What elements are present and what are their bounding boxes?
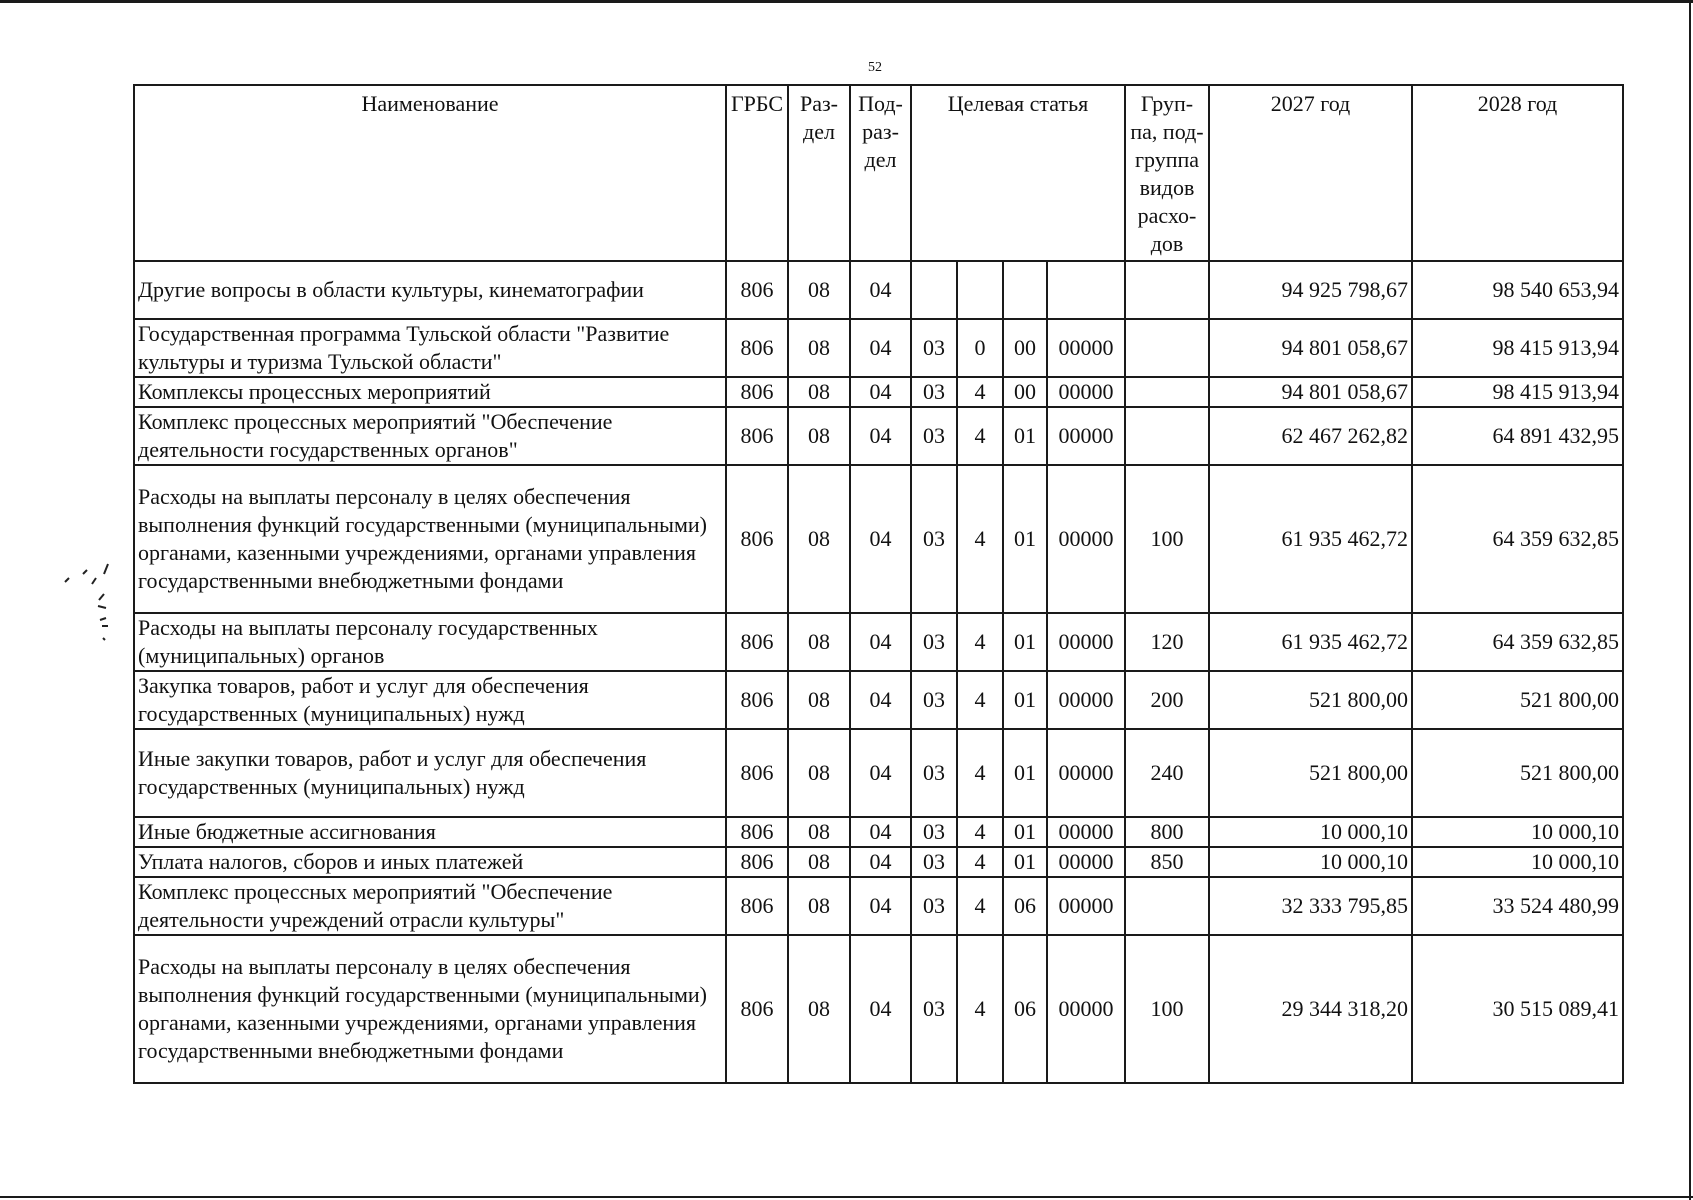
podrazdel-cell: 04	[850, 847, 911, 877]
target-direction-cell	[1047, 261, 1125, 319]
scan-edge-right	[1689, 0, 1691, 1200]
grbs-cell: 806	[726, 847, 788, 877]
row-name: Закупка товаров, работ и услуг для обеспечения государственных (муниципальных) нужд	[134, 671, 726, 729]
target-program-cell: 03	[911, 847, 957, 877]
amount-2027-cell: 32 333 795,85	[1209, 877, 1412, 935]
row-name: Другие вопросы в области культуры, кинематографии	[134, 261, 726, 319]
amount-2027-cell: 94 801 058,67	[1209, 377, 1412, 407]
amount-2027-cell: 94 801 058,67	[1209, 319, 1412, 377]
table-row	[134, 261, 1623, 319]
table-row	[134, 671, 1623, 729]
podrazdel-cell: 04	[850, 465, 911, 613]
amount-2027-cell: 10 000,10	[1209, 847, 1412, 877]
target-subprogram-cell: 01	[1003, 729, 1047, 817]
razdel-cell: 08	[788, 671, 850, 729]
podrazdel-cell: 04	[850, 319, 911, 377]
amount-2027-cell: 29 344 318,20	[1209, 935, 1412, 1083]
target-program-cell: 03	[911, 817, 957, 847]
target-subprogram-cell: 01	[1003, 671, 1047, 729]
target-type-cell: 4	[957, 817, 1003, 847]
row-name: Иные бюджетные ассигнования	[134, 817, 726, 847]
table-row	[134, 613, 1623, 671]
grbs-cell: 806	[726, 377, 788, 407]
target-direction-cell: 00000	[1047, 847, 1125, 877]
target-program-cell: 03	[911, 613, 957, 671]
podrazdel-cell: 04	[850, 935, 911, 1083]
expense-group-cell	[1125, 407, 1209, 465]
amount-2028-cell: 30 515 089,41	[1412, 935, 1623, 1083]
target-program-cell: 03	[911, 935, 957, 1083]
target-type-cell: 4	[957, 935, 1003, 1083]
target-subprogram-cell: 01	[1003, 847, 1047, 877]
row-name: Расходы на выплаты персоналу в целях обеспечения выполнения функций государственными (муниципальными) органами, казенными учреждениями, органами управления государственными внебюджетными фондами	[134, 935, 726, 1083]
amount-2028-cell: 98 540 653,94	[1412, 261, 1623, 319]
podrazdel-cell: 04	[850, 261, 911, 319]
margin-scan-marks	[62, 560, 122, 650]
amount-2027-cell: 94 925 798,67	[1209, 261, 1412, 319]
target-direction-cell: 00000	[1047, 671, 1125, 729]
target-program-cell: 03	[911, 671, 957, 729]
podrazdel-cell: 04	[850, 729, 911, 817]
table-row	[134, 935, 1623, 1083]
razdel-cell: 08	[788, 817, 850, 847]
target-subprogram-cell: 06	[1003, 877, 1047, 935]
grbs-cell: 806	[726, 407, 788, 465]
expense-group-cell: 200	[1125, 671, 1209, 729]
target-subprogram-cell: 01	[1003, 817, 1047, 847]
page-number: 52	[868, 60, 882, 75]
razdel-cell: 08	[788, 613, 850, 671]
target-program-cell: 03	[911, 377, 957, 407]
expense-group-cell	[1125, 877, 1209, 935]
row-name: Иные закупки товаров, работ и услуг для обеспечения государственных (муниципальных) нужд	[134, 729, 726, 817]
amount-2027-cell: 62 467 262,82	[1209, 407, 1412, 465]
podrazdel-cell: 04	[850, 407, 911, 465]
table-row	[134, 407, 1623, 465]
target-type-cell: 4	[957, 465, 1003, 613]
table-row	[134, 377, 1623, 407]
target-type-cell: 4	[957, 377, 1003, 407]
razdel-cell: 08	[788, 407, 850, 465]
header-2028: 2028 год	[1412, 85, 1623, 261]
target-subprogram-cell: 06	[1003, 935, 1047, 1083]
row-name: Расходы на выплаты персоналу в целях обеспечения выполнения функций государственными (муниципальными) органами, казенными учреждениями, органами управления государственными внебюджетными фондами	[134, 465, 726, 613]
scan-edge-bottom	[0, 1196, 1693, 1198]
target-type-cell: 4	[957, 407, 1003, 465]
grbs-cell: 806	[726, 261, 788, 319]
target-type-cell: 4	[957, 671, 1003, 729]
table-row	[134, 877, 1623, 935]
target-program-cell: 03	[911, 729, 957, 817]
target-type-cell: 4	[957, 729, 1003, 817]
header-podrazdel: Под- раз- дел	[850, 85, 911, 261]
expense-group-cell	[1125, 261, 1209, 319]
razdel-cell: 08	[788, 377, 850, 407]
header-name: Наименование	[134, 85, 726, 261]
grbs-cell: 806	[726, 817, 788, 847]
razdel-cell: 08	[788, 935, 850, 1083]
header-2027: 2027 год	[1209, 85, 1412, 261]
amount-2027-cell: 521 800,00	[1209, 671, 1412, 729]
target-direction-cell: 00000	[1047, 817, 1125, 847]
row-name: Комплекс процессных мероприятий "Обеспечение деятельности учреждений отрасли культуры"	[134, 877, 726, 935]
podrazdel-cell: 04	[850, 877, 911, 935]
expense-group-cell: 850	[1125, 847, 1209, 877]
amount-2027-cell: 61 935 462,72	[1209, 613, 1412, 671]
expense-group-cell: 100	[1125, 935, 1209, 1083]
grbs-cell: 806	[726, 319, 788, 377]
row-name: Расходы на выплаты персоналу государственных (муниципальных) органов	[134, 613, 726, 671]
amount-2028-cell: 64 359 632,85	[1412, 465, 1623, 613]
target-type-cell: 0	[957, 319, 1003, 377]
podrazdel-cell: 04	[850, 377, 911, 407]
razdel-cell: 08	[788, 729, 850, 817]
table-row	[134, 465, 1623, 613]
target-program-cell: 03	[911, 465, 957, 613]
grbs-cell: 806	[726, 935, 788, 1083]
target-program-cell: 03	[911, 407, 957, 465]
expense-group-cell	[1125, 377, 1209, 407]
target-direction-cell: 00000	[1047, 465, 1125, 613]
target-direction-cell: 00000	[1047, 877, 1125, 935]
target-direction-cell: 00000	[1047, 613, 1125, 671]
target-type-cell: 4	[957, 847, 1003, 877]
expense-group-cell: 800	[1125, 817, 1209, 847]
target-direction-cell: 00000	[1047, 935, 1125, 1083]
expense-group-cell: 120	[1125, 613, 1209, 671]
amount-2028-cell: 10 000,10	[1412, 817, 1623, 847]
amount-2028-cell: 521 800,00	[1412, 729, 1623, 817]
scan-edge-top	[0, 0, 1693, 3]
expense-group-cell: 100	[1125, 465, 1209, 613]
grbs-cell: 806	[726, 613, 788, 671]
expense-group-cell	[1125, 319, 1209, 377]
amount-2028-cell: 64 891 432,95	[1412, 407, 1623, 465]
target-subprogram-cell	[1003, 261, 1047, 319]
grbs-cell: 806	[726, 465, 788, 613]
row-name: Комплексы процессных мероприятий	[134, 377, 726, 407]
target-subprogram-cell: 00	[1003, 319, 1047, 377]
target-type-cell: 4	[957, 877, 1003, 935]
target-subprogram-cell: 01	[1003, 407, 1047, 465]
razdel-cell: 08	[788, 261, 850, 319]
amount-2028-cell: 98 415 913,94	[1412, 319, 1623, 377]
row-name: Комплекс процессных мероприятий "Обеспечение деятельности государственных органов"	[134, 407, 726, 465]
amount-2027-cell: 61 935 462,72	[1209, 465, 1412, 613]
table-row	[134, 729, 1623, 817]
amount-2028-cell: 521 800,00	[1412, 671, 1623, 729]
row-name: Государственная программа Тульской области "Развитие культуры и туризма Тульской области"	[134, 319, 726, 377]
grbs-cell: 806	[726, 671, 788, 729]
header-razdel: Раз- дел	[788, 85, 850, 261]
table-body	[134, 261, 1623, 1083]
amount-2028-cell: 98 415 913,94	[1412, 377, 1623, 407]
podrazdel-cell: 04	[850, 613, 911, 671]
razdel-cell: 08	[788, 319, 850, 377]
amount-2028-cell: 10 000,10	[1412, 847, 1623, 877]
amount-2027-cell: 10 000,10	[1209, 817, 1412, 847]
target-program-cell: 03	[911, 319, 957, 377]
razdel-cell: 08	[788, 847, 850, 877]
header-row	[134, 85, 1623, 261]
budget-table	[133, 84, 1624, 1084]
target-program-cell: 03	[911, 877, 957, 935]
target-direction-cell: 00000	[1047, 729, 1125, 817]
podrazdel-cell: 04	[850, 671, 911, 729]
table-row	[134, 319, 1623, 377]
target-subprogram-cell: 01	[1003, 465, 1047, 613]
target-type-cell: 4	[957, 613, 1003, 671]
podrazdel-cell: 04	[850, 817, 911, 847]
target-program-cell	[911, 261, 957, 319]
grbs-cell: 806	[726, 729, 788, 817]
grbs-cell: 806	[726, 877, 788, 935]
target-subprogram-cell: 00	[1003, 377, 1047, 407]
amount-2028-cell: 33 524 480,99	[1412, 877, 1623, 935]
target-direction-cell: 00000	[1047, 407, 1125, 465]
target-direction-cell: 00000	[1047, 319, 1125, 377]
expense-group-cell: 240	[1125, 729, 1209, 817]
header-grbs: ГРБС	[726, 85, 788, 261]
target-type-cell	[957, 261, 1003, 319]
table-row	[134, 817, 1623, 847]
target-direction-cell: 00000	[1047, 377, 1125, 407]
row-name: Уплата налогов, сборов и иных платежей	[134, 847, 726, 877]
target-subprogram-cell: 01	[1003, 613, 1047, 671]
header-target-article: Целевая статья	[911, 85, 1125, 261]
header-expense-group: Груп- па, под- группа видов расхо- дов	[1125, 85, 1209, 261]
amount-2028-cell: 64 359 632,85	[1412, 613, 1623, 671]
amount-2027-cell: 521 800,00	[1209, 729, 1412, 817]
razdel-cell: 08	[788, 465, 850, 613]
razdel-cell: 08	[788, 877, 850, 935]
table-row	[134, 847, 1623, 877]
